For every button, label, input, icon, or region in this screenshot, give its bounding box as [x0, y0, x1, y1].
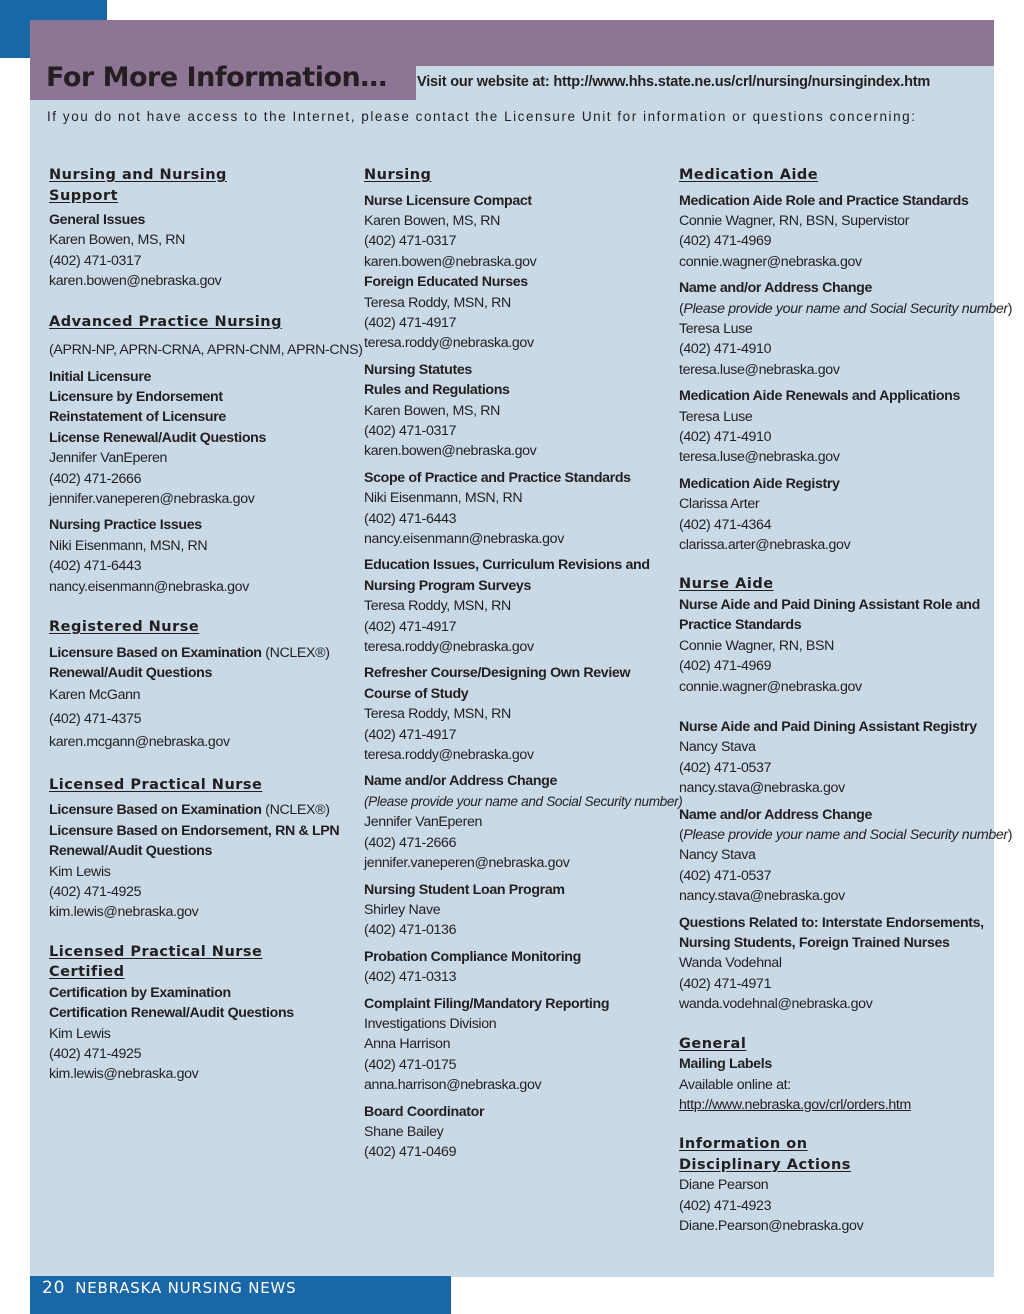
contact-phone: (402) 471-0317 — [49, 252, 142, 269]
contact-phone: (402) 471-0175 — [364, 1056, 457, 1073]
page-title: For More Information… — [46, 62, 387, 93]
section-title: Nursing and Nursing — [49, 167, 227, 183]
subheading: Nurse Licensure Compact — [364, 192, 532, 209]
item-med-aide-renewals — [679, 386, 989, 468]
subheading: Medication Aide Role and Practice Standards — [679, 192, 969, 209]
item-nurse-aide-role — [679, 595, 989, 697]
contact-phone: (402) 471-2666 — [364, 834, 457, 851]
section-title: Licensed Practical Nurse — [49, 776, 263, 793]
orders-link[interactable]: http://www.nebraska.gov/crl/orders.htm — [679, 1096, 911, 1113]
contact-email[interactable]: karen.bowen@nebraska.gov — [364, 253, 537, 270]
subheading-line — [49, 643, 354, 663]
item-nurse-aide-registry — [679, 717, 989, 799]
column-right — [679, 165, 1013, 1237]
subheading: Certification Renewal/Audit Questions — [49, 1005, 294, 1022]
publication-name: NEBRASKA NURSING NEWS — [75, 1279, 297, 1297]
contact-email[interactable]: teresa.luse@nebraska.gov — [679, 361, 840, 378]
subheading: Licensure Based on Examination — [49, 644, 262, 661]
contact-name: Clarissa Arter — [679, 496, 760, 513]
subheading: Mailing Labels — [679, 1056, 772, 1073]
section-title: Information on — [679, 1136, 808, 1153]
section-advanced-practice — [49, 312, 363, 597]
contact-phone: (402) 471-4969 — [679, 233, 772, 250]
item-statutes — [364, 360, 679, 462]
section-note-line — [679, 299, 1013, 319]
section-title: Nurse Aide — [679, 576, 774, 593]
contact-email[interactable]: connie.wagner@nebraska.gov — [679, 678, 862, 695]
subheading: Nursing Student Loan Program — [364, 881, 565, 898]
contact-name: Shane Bailey — [364, 1123, 444, 1140]
item-student-loan — [364, 880, 679, 941]
section-lpn — [49, 775, 354, 923]
subheading: General Issues — [49, 212, 146, 228]
contact-phone: (402) 471-4910 — [679, 341, 772, 358]
contact-name: Nancy Stava — [679, 739, 756, 756]
contact-phone: (402) 471-4925 — [49, 883, 142, 900]
section-nursing-support — [49, 165, 354, 292]
subheading: Nurse Aide and Paid Dining Assistant Registry — [679, 718, 977, 735]
item-nurse-aide-name-change — [679, 805, 1013, 907]
contact-phone: (402) 471-4910 — [679, 428, 772, 445]
section-title: Nursing — [364, 167, 432, 183]
subheading: Licensure Based on Examination — [49, 802, 262, 819]
item-med-aide-role — [679, 191, 989, 273]
contact-email[interactable]: nancy.stava@nebraska.gov — [679, 888, 845, 905]
website-link[interactable]: Visit our website at: http://www.hhs.state.ne.us/crl/nursing/nursingindex.htm — [417, 74, 931, 90]
note-close: ) — [1007, 300, 1013, 317]
contact-phone: (402) 471-0537 — [679, 759, 772, 776]
subheading: Medication Aide Renewals and Applications — [679, 388, 961, 405]
contact-name: Niki Eisenmann, MSN, RN — [364, 490, 523, 507]
section-title-cont: Certified — [49, 964, 125, 981]
contact-email[interactable]: wanda.vodehnal@nebraska.gov — [679, 996, 873, 1013]
subheading: Licensure Based on Endorsement, RN & LPN — [49, 822, 340, 839]
intro-text: If you do not have access to the Internet, please contact the Licensure Unit for information or questions concerning: — [47, 109, 917, 124]
contact-email[interactable]: nancy.stava@nebraska.gov — [679, 780, 845, 797]
subheading: Scope of Practice and Practice Standards — [364, 469, 631, 486]
contact-email[interactable]: anna.harrison@nebraska.gov — [364, 1077, 542, 1094]
subheading: Rules and Regulations — [364, 382, 510, 399]
section-title: General — [679, 1035, 747, 1052]
contact-name: Karen McGann — [49, 687, 141, 704]
contact-name: Kim Lewis — [49, 1025, 111, 1042]
item-education — [364, 555, 679, 657]
item-probation — [364, 947, 679, 988]
subheading: Complaint Filing/Mandatory Reporting — [364, 995, 610, 1012]
contact-email[interactable]: jennifer.vaneperen@nebraska.gov — [49, 490, 255, 507]
section-title: Advanced Practice Nursing — [49, 313, 282, 330]
contact-phone: (402) 471-0317 — [364, 233, 457, 250]
subheading: Probation Compliance Monitoring — [364, 948, 581, 965]
contact-email[interactable]: teresa.roddy@nebraska.gov — [364, 747, 534, 764]
contact-email[interactable]: connie.wagner@nebraska.gov — [679, 253, 862, 270]
contact-name: Teresa Roddy, MSN, RN — [364, 706, 511, 723]
contact-name: Karen Bowen, MS, RN — [364, 402, 501, 419]
section-note: (Please provide your name and Social Security number) — [364, 793, 683, 809]
contact-email[interactable]: nancy.eisenmann@nebraska.gov — [364, 531, 564, 547]
item-board-coordinator — [364, 1102, 679, 1163]
subheading-line — [49, 800, 354, 820]
contact-name: Anna Harrison — [364, 1036, 451, 1053]
availability-text: Available online at: — [679, 1076, 791, 1093]
subheading: Renewal/Audit Questions — [49, 664, 213, 681]
contact-phone: (402) 471-4917 — [364, 314, 457, 331]
subheading: Nursing Statutes — [364, 361, 472, 378]
subheading: Foreign Educated Nurses — [364, 274, 528, 291]
contact-name: Jennifer VanEperen — [49, 450, 168, 467]
subheading: Licensure by Endorsement — [49, 388, 223, 405]
section-title: Registered Nurse — [49, 619, 200, 635]
contact-email[interactable]: karen.bowen@nebraska.gov — [49, 273, 222, 290]
subheading: Reinstatement of Licensure — [49, 409, 226, 426]
column-middle — [364, 165, 683, 1163]
contact-division: Investigations Division — [364, 1015, 497, 1032]
contact-name: Connie Wagner, RN, BSN — [679, 637, 834, 654]
contact-name: Karen Bowen, MS, RN — [364, 212, 501, 229]
subheading: Name and/or Address Change — [364, 773, 557, 790]
page-footer — [30, 1276, 451, 1314]
contact-name: Diane Pearson — [679, 1177, 769, 1194]
section-title-cont: Disciplinary Actions — [679, 1156, 851, 1173]
section-note: Please provide your name and Social Security number — [683, 826, 1008, 843]
contact-phone: (402) 471-4925 — [49, 1045, 142, 1062]
note-close: ) — [1007, 826, 1013, 843]
subheading: Course of Study — [364, 685, 469, 702]
item-disciplinary — [679, 1175, 989, 1236]
section-title: Licensed Practical Nurse — [49, 943, 263, 960]
subheading: Practice Standards — [679, 617, 802, 634]
contact-phone: (402) 471-0313 — [364, 969, 457, 986]
note-open: ( — [679, 300, 684, 317]
subheading: Education Issues, Curriculum Revisions and — [364, 557, 650, 574]
contact-phone: (402) 471-0469 — [364, 1144, 457, 1161]
contact-name: Connie Wagner, RN, BSN, Supervistor — [679, 212, 910, 229]
section-title: Medication Aide — [679, 167, 819, 183]
subheading: Name and/or Address Change — [679, 806, 872, 823]
subheading: Renewal/Audit Questions — [49, 843, 213, 860]
item-interstate — [679, 913, 989, 1015]
contact-name: Teresa Luse — [679, 408, 753, 425]
contact-email[interactable]: jennifer.vaneperen@nebraska.gov — [364, 855, 570, 872]
contact-email[interactable]: teresa.roddy@nebraska.gov — [364, 335, 534, 352]
contact-name: Karen Bowen, MS, RN — [49, 232, 186, 249]
contact-name: Niki Eisenmann, MSN, RN — [49, 537, 208, 554]
contact-email[interactable]: karen.bowen@nebraska.gov — [364, 443, 537, 460]
contact-name: Nancy Stava — [679, 847, 756, 864]
subheading-suffix: (NCLEX®) — [261, 644, 330, 661]
section-registered-nurse — [49, 617, 354, 755]
contact-phone: (402) 471-4917 — [364, 726, 457, 743]
contact-phone: (402) 471-4969 — [679, 658, 772, 675]
contact-email[interactable]: kim.lewis@nebraska.gov — [49, 1066, 199, 1083]
contact-phone: (402) 471-0537 — [679, 867, 772, 884]
item-refresher — [364, 663, 679, 765]
section-note: (APRN-NP, APRN-CRNA, APRN-CNM, APRN-CNS) — [49, 342, 363, 359]
contact-email[interactable]: clarissa.arter@nebraska.gov — [679, 537, 851, 553]
contact-email[interactable]: Diane.Pearson@nebraska.gov — [679, 1218, 864, 1235]
subheading: Nursing Practice Issues — [49, 517, 202, 534]
contact-name: Kim Lewis — [49, 863, 111, 880]
subheading: Name and/or Address Change — [679, 280, 872, 297]
contact-email[interactable]: nancy.eisenmann@nebraska.gov — [49, 578, 249, 595]
subheading: Initial Licensure — [49, 368, 152, 385]
section-title-cont: Support — [49, 187, 119, 204]
contact-email[interactable]: kim.lewis@nebraska.gov — [49, 904, 199, 921]
item-complaint — [364, 994, 679, 1096]
subheading: License Renewal/Audit Questions — [49, 429, 266, 446]
subheading: Nursing Students, Foreign Trained Nurses — [679, 935, 950, 951]
subheading: Medication Aide Registry — [679, 475, 840, 492]
contact-name: Wanda Vodehnal — [679, 955, 782, 972]
item-med-aide-name-change — [679, 278, 1013, 380]
subheading: Nursing Program Surveys — [364, 577, 531, 594]
item-name-change — [364, 771, 683, 873]
item-foreign-educated — [364, 272, 679, 354]
contact-phone: (402) 471-4375 — [49, 710, 142, 727]
contact-email[interactable]: teresa.roddy@nebraska.gov — [364, 639, 534, 656]
subheading: Refresher Course/Designing Own Review — [364, 665, 631, 682]
title-bar — [30, 20, 994, 66]
section-lpn-certified — [49, 942, 354, 1085]
section-note-line — [679, 825, 1013, 845]
item-scope — [364, 468, 679, 550]
contact-phone: (402) 471-4364 — [679, 516, 772, 533]
subheading: Nurse Aide and Paid Dining Assistant Role and — [679, 596, 980, 613]
item-med-aide-registry — [679, 474, 989, 556]
contact-name: Teresa Roddy, MSN, RN — [364, 294, 511, 311]
subheading: Board Coordinator — [364, 1103, 485, 1120]
contact-email[interactable]: teresa.luse@nebraska.gov — [679, 449, 840, 466]
contact-phone: (402) 471-4917 — [364, 618, 457, 635]
item-mailing-labels — [679, 1054, 989, 1115]
subheading: Certification by Examination — [49, 984, 231, 1001]
item-compact — [364, 191, 679, 273]
info-panel — [30, 20, 1013, 1277]
contact-name: Jennifer VanEperen — [364, 814, 483, 831]
section-note: Please provide your name and Social Security number — [683, 300, 1008, 317]
page-number: 20 — [42, 1278, 66, 1298]
contact-phone: (402) 471-6443 — [364, 510, 457, 527]
note-open: ( — [679, 826, 684, 843]
contact-phone: (402) 471-4923 — [679, 1197, 772, 1214]
contact-phone: (402) 471-6443 — [49, 558, 142, 575]
subheading: Questions Related to: Interstate Endorsements, — [679, 914, 984, 931]
contact-name: Shirley Nave — [364, 901, 441, 918]
contact-name: Teresa Roddy, MSN, RN — [364, 598, 511, 615]
contact-email[interactable]: karen.mcgann@nebraska.gov — [49, 734, 230, 751]
contact-phone: (402) 471-0317 — [364, 422, 457, 439]
column-left — [49, 165, 363, 1085]
subheading-suffix: (NCLEX®) — [261, 802, 330, 819]
contact-phone: (402) 471-2666 — [49, 470, 142, 487]
contact-name: Teresa Luse — [679, 320, 753, 337]
contact-phone: (402) 471-0136 — [364, 922, 457, 939]
contact-phone: (402) 471-4971 — [679, 975, 772, 992]
